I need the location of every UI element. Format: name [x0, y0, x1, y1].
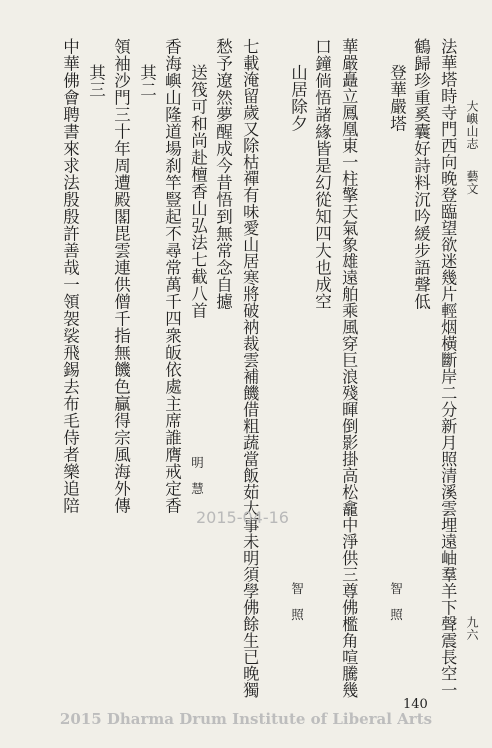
poem-title-3: 送筏可和尚赴檀香山弘法七截八首: [188, 64, 208, 319]
text-column-8: 愁予遼然夢醒成今昔悟到無常念自攄: [213, 38, 233, 310]
poem-subtitle-2: 其二: [137, 64, 157, 98]
poem-author-3: 明 慧: [189, 456, 205, 495]
text-column-5: 口鐘倘悟諸緣皆是幻從知四大也成空: [312, 38, 332, 310]
poem-author-1: 智 照: [388, 582, 404, 621]
text-column-4: 華嚴矗立鳳凰東一柱擎天氣象雄遠舶乘風穿巨浪殘暉倒影掛高松龕中淨供三尊佛檻角喧騰幾: [339, 38, 359, 698]
watermark-footer: 2015 Dharma Drum Institute of Liberal Arts: [59, 710, 433, 728]
poem-title-1: 登華嚴塔: [387, 64, 407, 132]
watermark-date: 2015-04-16: [196, 508, 289, 527]
page-number-cn: 九六: [465, 616, 479, 641]
text-column-10: 香海嶼山隆道場刹竿豎起不尋常萬千四衆皈依處主席誰膺戒定香: [162, 38, 182, 514]
poem-title-2: 山居除夕: [288, 64, 308, 132]
text-column-14: 中華佛會聘書來求法殷殷許善哉一領袈裟飛錫去布毛侍者樂追陪: [60, 38, 80, 514]
section-title: 藝文: [465, 170, 479, 195]
text-column-7: 七載淹留歲又除枯禪有味愛山居寒將破衲裁雲補饑借粗蔬當飯茹大事未明須學佛餘生已晚獨: [240, 38, 260, 698]
book-title: 大嶼山志: [465, 100, 479, 150]
page-number: 140: [403, 697, 428, 712]
text-column-2: 鶴歸珍重奚囊好詩料沉吟緩步語聲低: [411, 38, 431, 310]
text-column-12: 領袖沙門三十年周遭殿閣毘雲連供僧千指無饑色贏得宗風海外傳: [111, 38, 131, 514]
poem-author-2: 智 照: [289, 582, 305, 621]
poem-subtitle-3: 其三: [86, 64, 106, 98]
text-column-1: 法華塔時寺門西向晚登臨望欲迷幾片輕烟橫斷岸二分新月照清溪雲埋遠岫羣羊下聲震長空一: [438, 38, 458, 698]
